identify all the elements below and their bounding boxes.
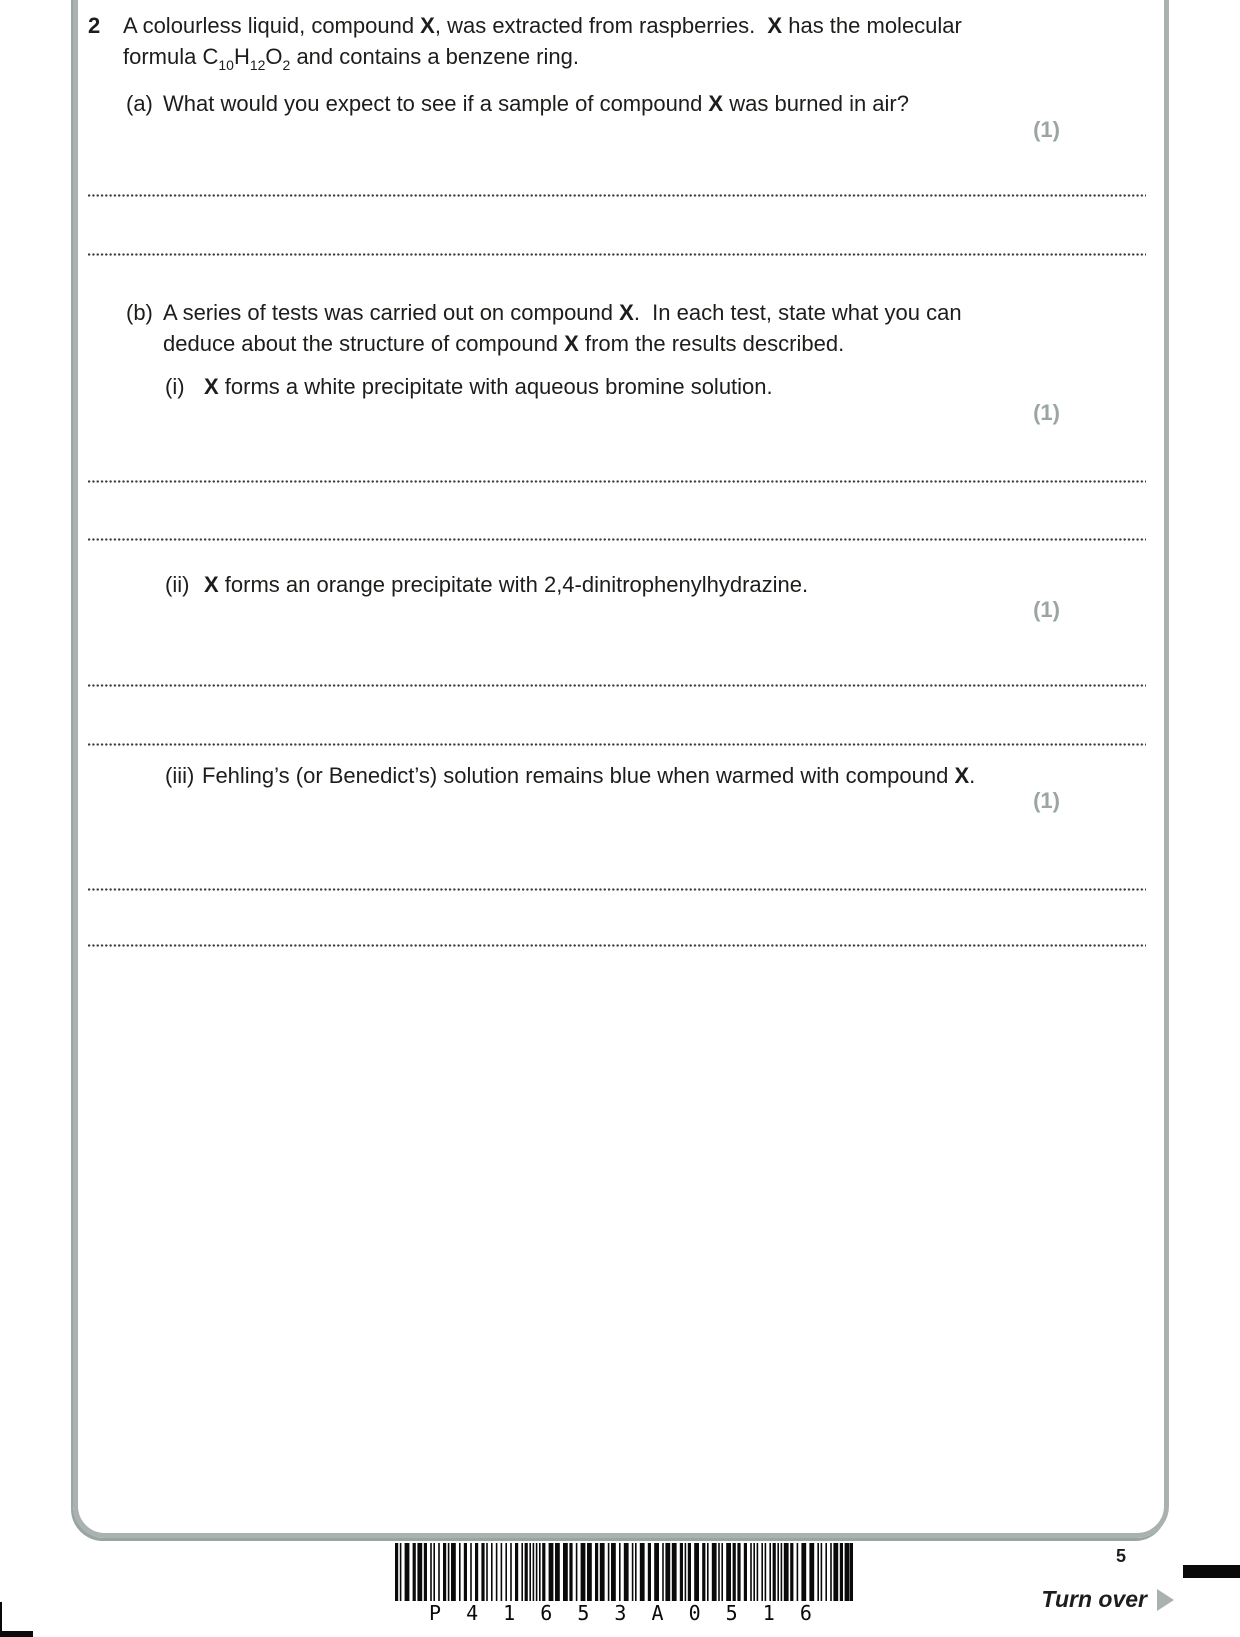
part-a-label: (a) (126, 91, 153, 116)
answer-line-3 (88, 480, 1146, 483)
answer-line-5 (88, 684, 1146, 687)
turn-over-label: Turn over (1041, 1586, 1147, 1612)
part-b-intro-line-1: A series of tests was carried out on compound X. In each test, state what you can (163, 300, 962, 325)
answer-line-7 (88, 888, 1146, 891)
part-a-text: What would you expect to see if a sample of compound X was burned in air? (163, 91, 909, 116)
answer-line-2 (88, 253, 1146, 256)
part-b-i-marks: (1) (1033, 400, 1060, 425)
turn-over-indicator (1041, 1586, 1174, 1613)
part-b-iii-text: Fehling’s (or Benedict’s) solution remains blue when warmed with compound X. (202, 763, 976, 788)
answer-line-8 (88, 944, 1146, 947)
part-b-ii-marks: (1) (1033, 597, 1060, 622)
page-number: 5 (1115, 1546, 1126, 1566)
print-registration-mark-horizontal (0, 1631, 33, 1637)
part-b-label: (b) (126, 300, 153, 325)
part-b-ii-label: (ii) (165, 572, 190, 597)
barcode-text: P 4 1 6 5 3 A 0 5 1 6 (429, 1601, 819, 1625)
part-b-i-text: X forms a white precipitate with aqueous bromine solution. (204, 374, 773, 399)
part-b-i-label: (i) (165, 374, 185, 399)
barcode-bars (395, 1543, 853, 1601)
part-b-ii-text: X forms an orange precipitate with 2,4-dinitrophenylhydrazine. (204, 572, 809, 597)
barcode (395, 1543, 853, 1633)
answer-line-6 (88, 743, 1146, 746)
question-intro-line-2: formula $C_{10}H_{12}O_2$ and contains a benzene ring. (123, 44, 579, 73)
question-number: 2 (88, 13, 101, 38)
print-registration-mark-vertical (0, 1602, 2, 1632)
question-intro-line-1: A colourless liquid, compound X, was extracted from raspberries. X has the molecular (123, 13, 962, 38)
answer-line-4 (88, 538, 1146, 541)
part-b-iii-marks: (1) (1033, 788, 1060, 813)
part-b-intro-line-2: deduce about the structure of compound X from the results described. (163, 331, 845, 356)
part-b-iii-label: (iii) (165, 763, 195, 788)
answer-line-1 (88, 194, 1146, 197)
print-registration-bar-right (1183, 1565, 1240, 1578)
part-a-marks: (1) (1033, 117, 1060, 142)
turn-over-arrow-icon (1157, 1589, 1174, 1611)
